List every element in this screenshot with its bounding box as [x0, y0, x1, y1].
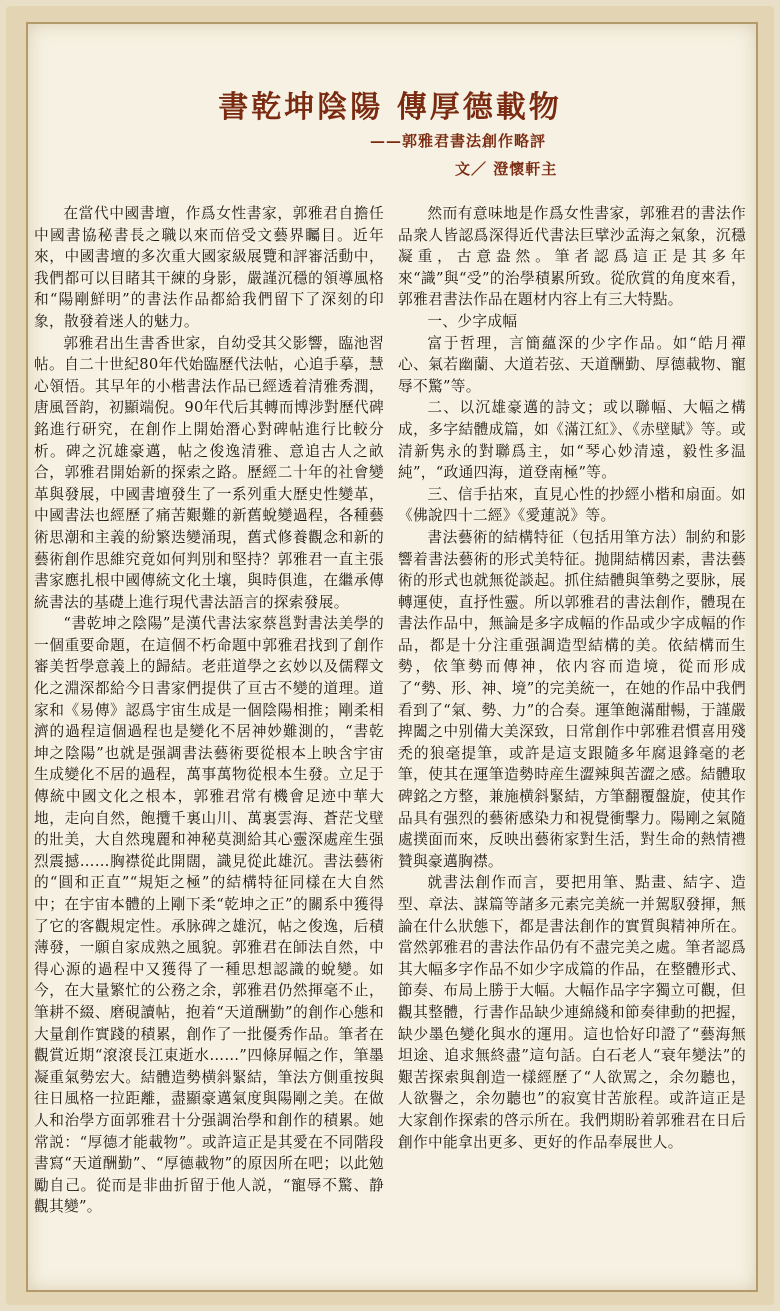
paragraph: 郭雅君出生書香世家，自幼受其父影響，臨池習帖。自二十世紀80年代始臨歷代法帖，心追手摹，慧心領悟。其早年的小楷書法作品已經透着清雅秀潤，唐風晉韵，初顯端倪。90年代后其轉而博涉對歷代碑銘進行研究，在創作上開始潛心對碑帖進行比較分析。碑之沉雄豪邁，帖之俊逸清雅、意追古人之畝合，郭雅君開始新的探索之路。歷經二十年的社會變革與發展，中國書壇發生了一系列重大歷史性變革，中國書法也經歷了痛苦艱難的新舊蛻變過程，各種藝術思潮和主義的紛繁迭變涌現，舊式修養觀念和新的藝術創作思維究竟如何判別和堅持？郭雅君一直主張書家應扎根中國傳統文化土壤，與時俱進，在繼承傳統書法的基礎上進行現代書法語言的探索發展。 [34, 334, 384, 611]
paragraph: 三、信手拈來，直見心性的抄經小楷和扇面。如《佛說四十二經》《愛蓮説》等。 [398, 485, 746, 525]
paragraph: 然而有意味地是作爲女性書家，郭雅君的書法作品衆人皆認爲深得近代書法巨擘沙孟海之氣象，沉穩凝重，古意盎然。筆者認爲這正是其多年來“識”與“受”的治學積累所致。從欣賞的角度來看，郭雅君書法作品在題材内容上有三大特點。 [398, 205, 746, 309]
section-heading: 一、少字成幅 [427, 312, 518, 330]
article-author: 文／ 澄懷軒主 [455, 160, 558, 178]
article-subtitle: ——郭雅君書法創作略評 [370, 132, 547, 150]
right-column [398, 203, 746, 1153]
paragraph: 富于哲理，言簡蘊深的少字作品。如“皓月禪心、氣若幽蘭、大道若弦、天道酬勤、厚德載物、寵辱不驚”等。 [398, 334, 746, 395]
paragraph: “書乾坤之陰陽”是漢代書法家蔡邕對書法美學的一個重要命題，在這個不朽命題中郭雅君找到了創作審美哲學意義上的歸結。老莊道學之玄妙以及儒釋文化之淵深都給今日書家們提供了亘古不變的道理。道家和《易傳》認爲宇宙生成是一個陰陽相推；剛柔相濟的過程這個過程也是變化不居神妙難測的，“書乾坤之陰陽”也就是强調書法藝術要從根本上映含宇宙生成變化不居的過程，萬事萬物從根本生發。立足于傳統中國文化之根本，郭雅君常有機會足迹中華大地，走向自然，飽攬千裏山川、萬裏雲海、蒼茫戈壁的壯美，大自然瑰麗和神秘莫測給其心靈深處産生强烈震撼……胸襟從此開闊，識見從此雄沉。書法藝術的“圓和正直”“規矩之極”的結構特征同樣在大自然中；在宇宙本體的上剛下柔“乾坤之正”的關系中獲得了它的客觀規定性。承脉碑之雄沉，帖之俊逸，后積薄發，一願自家成熟之風貌。郭雅君在師法自然，中得心源的過程中又獲得了一種思想認識的蛻變。如今，在大量繁忙的公務之余，郭雅君仍然揮毫不止，筆耕不綴、磨硯讀帖，抱着“天道酬勤”的創作心態和大量創作實踐的積累，創作了一批優秀作品。筆者在觀賞近期“滾滾長江東逝水……”四條屏幅之作，筆墨凝重氣勢宏大。結體造勢横斜緊結，筆法方側重按與往日風格一拉距離，盡顯豪邁氣度與陽剛之美。在做人和治學方面郭雅君十分强調治學和創作的積累。她常説：“厚德才能載物”。或許這正是其愛在不同階段書寫“天道酬勤”、“厚德載物”的原因所在吧；以此勉勵自己。從而是非曲折留于他人説，“寵辱不驚、静觀其變”。 [34, 615, 384, 1216]
article-title: 書乾坤陰陽 傳厚德載物 [218, 90, 562, 125]
paragraph: 就書法創作而言，要把用筆、點畫、結字、造型、章法、謀篇等諸多元素完美統一并駕馭發揮，無論在什么狀態下，都是書法創作的實質與精神所在。當然郭雅君的書法作品仍有不盡完美之處。筆者認爲其大幅多字作品不如少字成篇的作品，在整體形式、節奏、布局上勝于大幅。大幅作品字字獨立可觀，但觀其整體，行書作品缺少連綿綫和節奏律動的把握，缺少墨色變化與水的運用。這也恰好印證了“藝海無坦途、追求無終盡”這句話。白石老人“衰年變法”的艱苦探索與創造一樣經歷了“人欲罵之，余勿聽也，人欲譽之，余勿聽也”的寂寞甘苦旅程。或許這正是大家創作探索的啓示所在。我們期盼着郭雅君在日后創作中能拿出更多、更好的作品奉展世人。 [398, 874, 746, 1151]
paragraph: 在當代中國書壇，作爲女性書家，郭雅君自擔任中國書協秘書長之職以來而倍受文藝界矚目。近年來，中國書壇的多次重大國家級展覽和評審活動中，我們都可以目睹其干練的身影，嚴謹沉穩的領導風格和“陽剛鮮明”的書法作品都給我們留下了深刻的印象，散發着迷人的魅力。 [34, 205, 384, 330]
paragraph: 二、以沉雄豪邁的詩文；或以聯幅、大幅之構成，多字結體成篇，如《滿江紅》、《赤壁賦》等。或清新隽永的對聯爲主，如“琴心妙清遠，毅性多温純”，“政通四海，道登南極”等。 [398, 399, 746, 482]
paragraph: 書法藝術的結構特征（包括用筆方法）制約和影響着書法藝術的形式美特征。抛開結構因素，書法藝術的形式也就無從談起。抓住結體與筆勢之要脉，展轉運使，直抒性靈。所以郭雅君的書法創作，體現在書法作品中，無論是多字成幅的作品或少字成幅的作品，都是十分注重强調造型結構的美。依結構而生勢，依筆勢而傳神，依内容而造境，從而形成了“勢、形、神、境”的完美統一，在她的作品中我們看到了“氣、勢、力”的合奏。運筆飽滿酣暢，于謹嚴捭闔之中别備大美深致，日常創作中郭雅君慣喜用殘禿的狼毫提筆，或許是這支跟隨多年腐退鋒毫的老筆，使其在運筆造勢時産生澀辣與苦澀之感。結體取碑銘之方整，兼施横斜緊結，方筆翻覆盤旋，使其作品具有强烈的藝術感染力和視覺衝擊力。陽剛之氣隨處撲面而來，反映出藝術家對生活，對生命的熱情禮贊與豪邁胸襟。 [398, 528, 746, 870]
left-column [34, 203, 384, 1218]
